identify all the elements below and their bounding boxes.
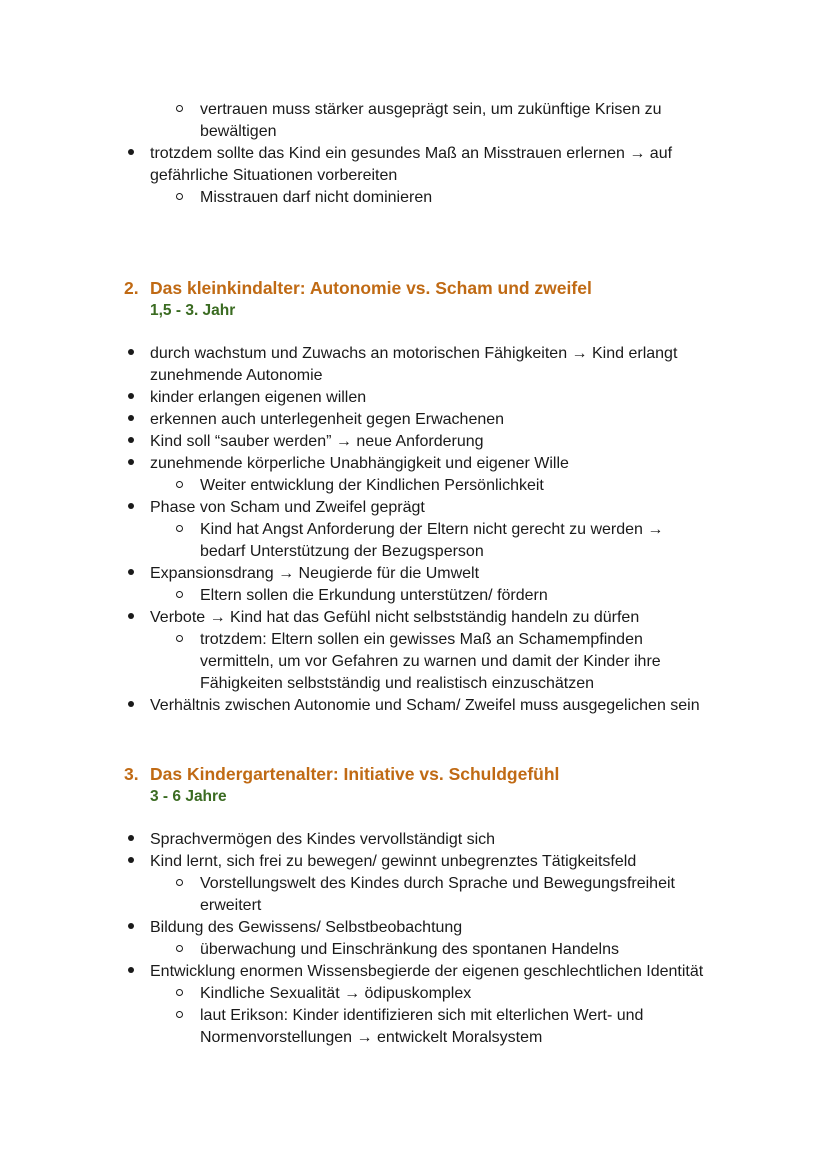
list-item-text: zunehmende körperliche Unabhängigkeit und eigener Wille xyxy=(150,455,569,472)
list-item-text: Vorstellungswelt des Kindes durch Sprache und Bewegungsfreiheit erweitert xyxy=(200,875,675,914)
list-item-text: durch wachstum und Zuwachs an motorischen Fähigkeiten → Kind erlangt zunehmende Autonomie xyxy=(150,345,678,384)
hollow-bullet-icon xyxy=(172,519,186,541)
list-item xyxy=(150,961,760,983)
list-item-text: Kind lernt, sich frei zu bewegen/ gewinnt unbegrenztes Tätigkeitsfeld xyxy=(150,853,637,870)
hollow-bullet-icon xyxy=(172,629,186,651)
list-item xyxy=(200,629,690,695)
bullet-icon xyxy=(124,851,138,873)
list-item xyxy=(150,431,760,453)
hollow-bullet-icon xyxy=(172,585,186,607)
list-item-text: vertrauen muss stärker ausgeprägt sein, um zukünftige Krisen zu bewältigen xyxy=(200,101,662,140)
hollow-bullet-icon xyxy=(172,983,186,1005)
section-title: Das Kindergartenalter: Initiative vs. Schuldgefühl xyxy=(150,764,560,784)
hollow-bullet-icon xyxy=(172,939,186,961)
list-item xyxy=(150,607,760,629)
hollow-bullet-icon xyxy=(172,1005,186,1027)
list-item-text: Sprachvermögen des Kindes vervollständigt sich xyxy=(150,831,496,848)
list-item-text: Kindliche Sexualität → ödipuskomplex xyxy=(200,985,472,1002)
list-item-text: Kind soll “sauber werden” → neue Anforderung xyxy=(150,433,484,450)
hollow-bullet-icon xyxy=(172,873,186,895)
list-item-text: trotzdem: Eltern sollen ein gewisses Maß an Schamempfinden vermitteln, um vor Gefahren zu warnen und damit der Kinder ihre Fähigkeiten selbstständig und realistisch einzuschätzen xyxy=(200,631,661,692)
list-item-text: kinder erlangen eigenen willen xyxy=(150,389,367,406)
section-heading xyxy=(124,277,592,299)
bullet-icon xyxy=(124,431,138,453)
list-item-text: Verhältnis zwischen Autonomie und Scham/ Zweifel muss ausgegelichen sein xyxy=(150,697,700,714)
list-item-text: Verbote → Kind hat das Gefühl nicht selbstständig handeln zu dürfen xyxy=(150,609,640,626)
list-item-text: laut Erikson: Kinder identifizieren sich mit elterlichen Wert- und Normenvorstellungen → entwickelt Moralsystem xyxy=(200,1007,644,1046)
list-item xyxy=(150,829,760,851)
list-item-text: Kind hat Angst Anforderung der Eltern nicht gerecht zu werden → bedarf Unterstützung der Bezugsperson xyxy=(200,521,664,560)
list-item xyxy=(200,99,740,143)
list-item xyxy=(150,409,760,431)
list-item xyxy=(200,519,695,563)
section-number: 3. xyxy=(124,764,139,784)
list-item xyxy=(200,475,740,497)
bullet-icon xyxy=(124,695,138,717)
list-item-text: Eltern sollen die Erkundung unterstützen/ fördern xyxy=(200,587,548,604)
bullet-icon xyxy=(124,143,138,165)
list-item xyxy=(150,387,760,409)
list-item-text: trotzdem sollte das Kind ein gesundes Maß an Misstrauen erlernen → auf gefährliche Situationen vorbereiten xyxy=(150,145,673,184)
list-item-text: Phase von Scham und Zweifel geprägt xyxy=(150,499,425,516)
list-item xyxy=(200,983,740,1005)
list-item xyxy=(200,873,700,917)
list-item xyxy=(200,939,740,961)
list-item xyxy=(200,1005,680,1049)
hollow-bullet-icon xyxy=(172,187,186,209)
list-item-text: erkennen auch unterlegenheit gegen Erwachenen xyxy=(150,411,505,428)
section-age-range: 3 - 6 Jahre xyxy=(150,788,227,805)
section-number: 2. xyxy=(124,278,139,298)
bullet-icon xyxy=(124,497,138,519)
section-age-range: 1,5 - 3. Jahr xyxy=(150,302,236,319)
bullet-icon xyxy=(124,387,138,409)
section-title: Das kleinkindalter: Autonomie vs. Scham und zweifel xyxy=(150,278,592,298)
bullet-icon xyxy=(124,829,138,851)
bullet-icon xyxy=(124,343,138,365)
list-item-text: Expansionsdrang → Neugierde für die Umwelt xyxy=(150,565,480,582)
list-item-text: überwachung und Einschränkung des spontanen Handelns xyxy=(200,941,619,958)
hollow-bullet-icon xyxy=(172,475,186,497)
list-item-text: Entwicklung enormen Wissensbegierde der eigenen geschlechtlichen Identität xyxy=(150,963,704,980)
bullet-icon xyxy=(124,961,138,983)
list-item xyxy=(150,917,760,939)
bullet-icon xyxy=(124,563,138,585)
list-item xyxy=(150,497,760,519)
hollow-bullet-icon xyxy=(172,99,186,121)
bullet-icon xyxy=(124,917,138,939)
list-item xyxy=(150,343,710,387)
bullet-icon xyxy=(124,409,138,431)
list-item xyxy=(200,187,740,209)
list-item xyxy=(150,695,760,717)
list-item xyxy=(150,453,760,475)
list-item xyxy=(150,143,710,187)
list-item-text: Weiter entwicklung der Kindlichen Persönlichkeit xyxy=(200,477,544,494)
bullet-icon xyxy=(124,453,138,475)
list-item xyxy=(150,563,760,585)
section-heading xyxy=(124,763,559,785)
list-item-text: Misstrauen darf nicht dominieren xyxy=(200,189,433,206)
bullet-icon xyxy=(124,607,138,629)
list-item xyxy=(200,585,740,607)
list-item xyxy=(150,851,760,873)
list-item-text: Bildung des Gewissens/ Selbstbeobachtung xyxy=(150,919,463,936)
